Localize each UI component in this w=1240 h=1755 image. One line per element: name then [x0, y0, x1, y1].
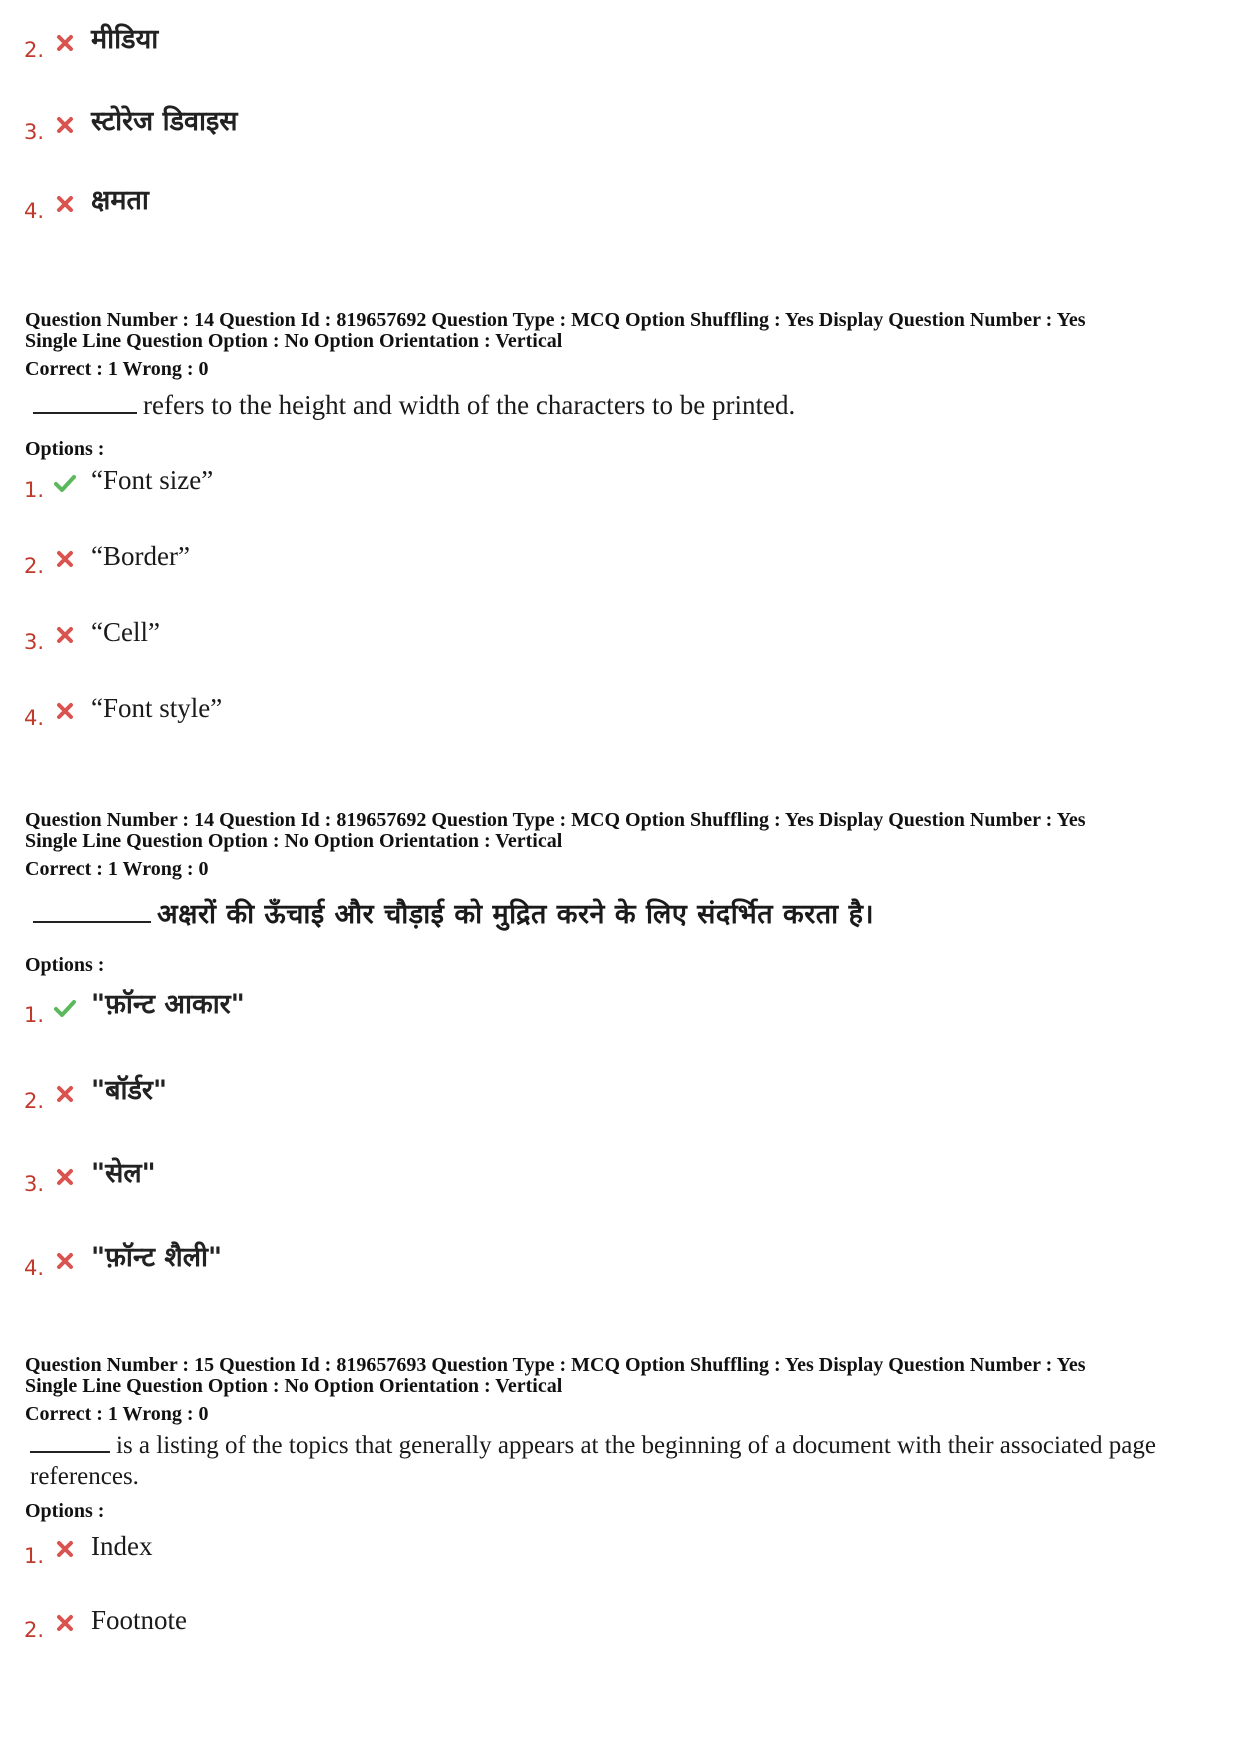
- option-text: मीडिया: [91, 24, 159, 55]
- option-number: 4.: [24, 706, 45, 730]
- option-number: 1.: [24, 1003, 45, 1027]
- cross-icon: [54, 116, 76, 134]
- answer-blank: [33, 412, 137, 414]
- option-text: Index: [91, 1531, 153, 1561]
- option-text: Footnote: [91, 1605, 188, 1635]
- question-text: [33, 894, 874, 931]
- question-text: [30, 1430, 1220, 1492]
- question-meta: [25, 1355, 1085, 1397]
- cross-icon: [54, 1614, 76, 1632]
- question-meta-line2: Single Line Question Option : No Option Orientation : Vertical: [25, 1375, 563, 1397]
- cross-icon: [54, 1252, 76, 1270]
- question-body: is a listing of the topics that generally appears at the beginning of a document with their associated page references.: [30, 1432, 1156, 1490]
- answer-blank: [30, 1451, 110, 1453]
- options-label: Options :: [25, 1500, 105, 1522]
- question-meta-line2: Single Line Question Option : No Option Orientation : Vertical: [25, 330, 563, 352]
- option-number: 4.: [24, 199, 45, 223]
- option-number: 2.: [24, 554, 45, 578]
- cross-icon: [54, 1540, 76, 1558]
- option-text: "फ़ॉन्ट आकार": [91, 989, 245, 1020]
- question-meta-line1: Question Number : 15 Question Id : 819657693 Question Type : MCQ Option Shuffling : Yes Display Question Number : Yes: [25, 1354, 1086, 1376]
- cross-icon: [54, 1085, 76, 1103]
- check-icon: [54, 999, 76, 1017]
- option-text: “Font size”: [91, 465, 214, 495]
- question-meta: [25, 810, 1085, 852]
- option-text: “Border”: [91, 541, 190, 571]
- cross-icon: [54, 626, 76, 644]
- question-meta-line2: Single Line Question Option : No Option Orientation : Vertical: [25, 830, 563, 852]
- question-meta-line1: Question Number : 14 Question Id : 819657692 Question Type : MCQ Option Shuffling : Yes Display Question Number : Yes: [25, 309, 1086, 331]
- option-number: 2.: [24, 38, 45, 62]
- option-number: 2.: [24, 1618, 45, 1642]
- question-body: refers to the height and width of the characters to be printed.: [143, 390, 796, 420]
- option-number: 1.: [24, 478, 45, 502]
- cross-icon: [54, 34, 76, 52]
- question-text: [33, 390, 795, 421]
- option-number: 2.: [24, 1089, 45, 1113]
- question-meta: [25, 310, 1085, 352]
- options-label: Options :: [25, 438, 105, 460]
- cross-icon: [54, 550, 76, 568]
- cross-icon: [54, 702, 76, 720]
- question-body: अक्षरों की ऊँचाई और चौड़ाई को मुद्रित करने के लिए संदर्भित करता है।: [157, 899, 875, 930]
- option-text: "सेल": [91, 1158, 156, 1189]
- option-text: "बॉर्डर": [91, 1075, 168, 1106]
- question-meta-line1: Question Number : 14 Question Id : 819657692 Question Type : MCQ Option Shuffling : Yes Display Question Number : Yes: [25, 809, 1086, 831]
- correct-wrong-marks: Correct : 1 Wrong : 0: [25, 358, 209, 380]
- option-number: 3.: [24, 1172, 45, 1196]
- correct-wrong-marks: Correct : 1 Wrong : 0: [25, 1403, 209, 1425]
- check-icon: [54, 474, 76, 492]
- answer-blank: [33, 921, 151, 923]
- option-text: क्षमता: [91, 185, 149, 216]
- option-number: 4.: [24, 1256, 45, 1280]
- option-text: स्टोरेज डिवाइस: [91, 106, 238, 137]
- option-number: 1.: [24, 1544, 45, 1568]
- option-number: 3.: [24, 630, 45, 654]
- option-text: "फ़ॉन्ट शैली": [91, 1242, 223, 1273]
- option-number: 3.: [24, 120, 45, 144]
- correct-wrong-marks: Correct : 1 Wrong : 0: [25, 858, 209, 880]
- option-text: “Font style”: [91, 693, 223, 723]
- cross-icon: [54, 195, 76, 213]
- options-label: Options :: [25, 954, 105, 976]
- option-text: “Cell”: [91, 617, 160, 647]
- cross-icon: [54, 1168, 76, 1186]
